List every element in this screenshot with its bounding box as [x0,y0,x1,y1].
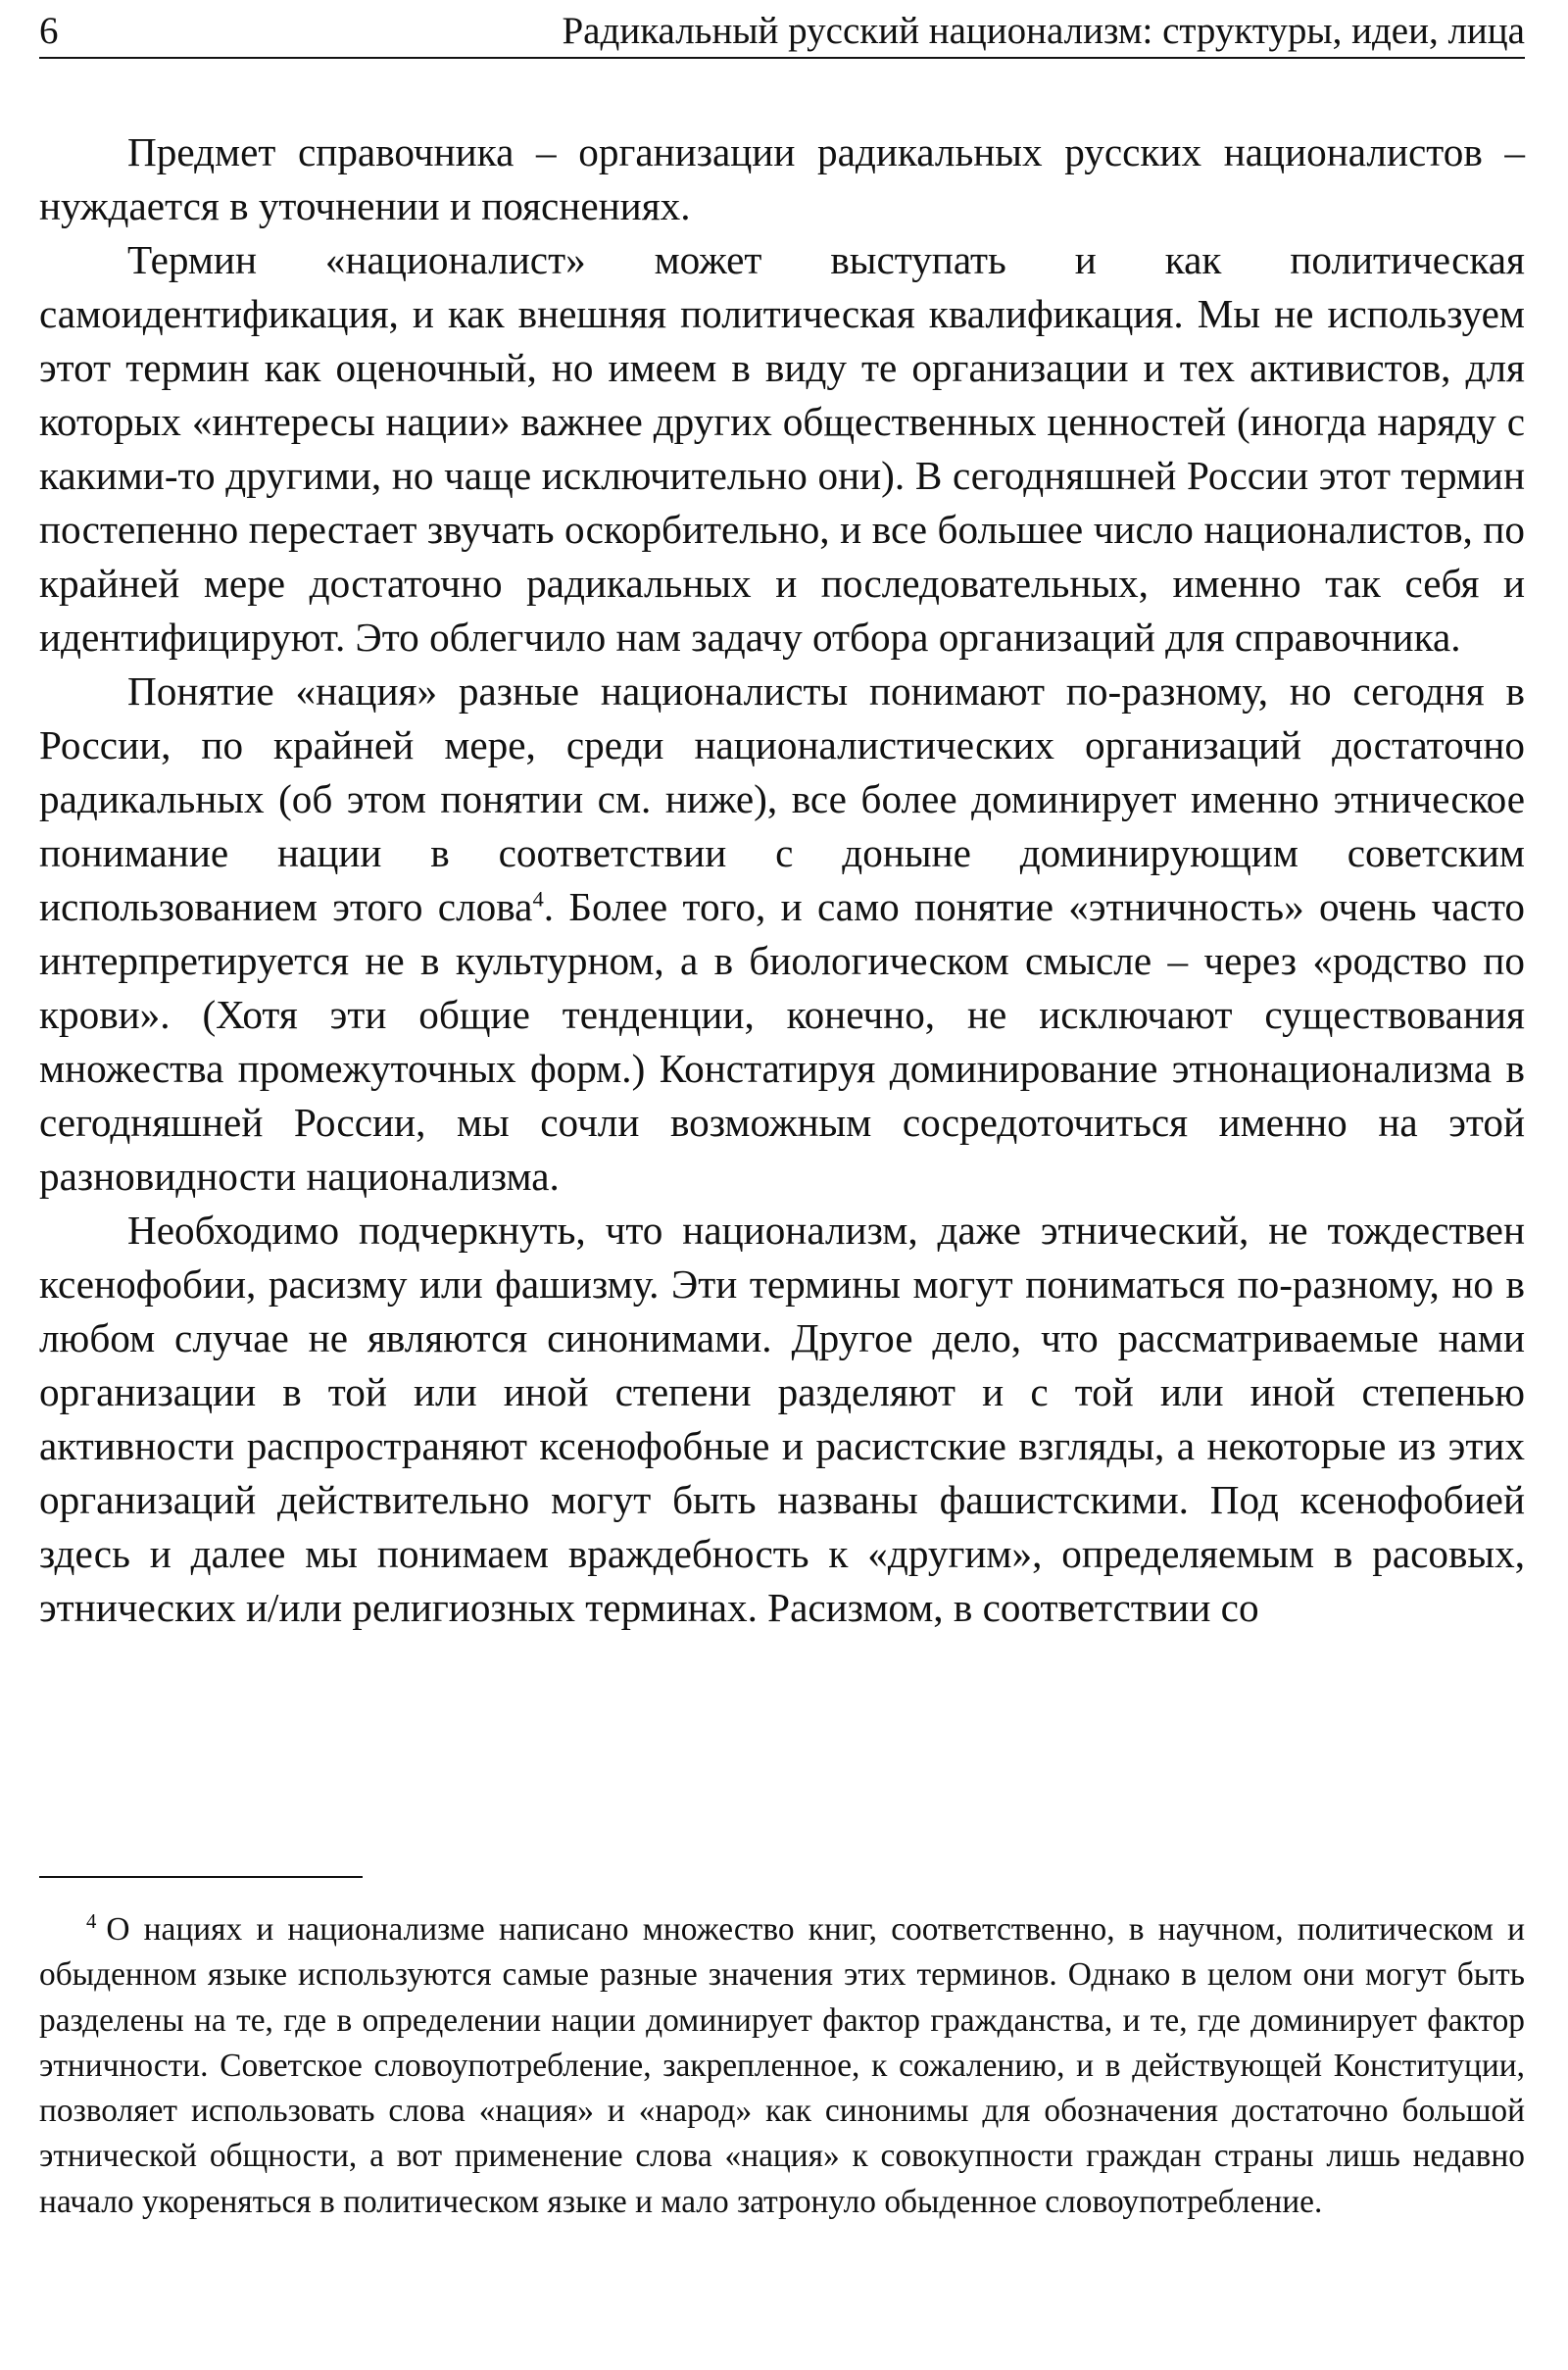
footnote-mark: 4 [86,1910,97,1933]
footnote-separator [39,1876,363,1878]
paragraph-4: Необходимо подчеркнуть, что национализм, даже этнический, не тождествен ксенофобии, расизму или фашизму. Эти термины могут пониматься по-разному, но в любом случае не являются синонимами. Другое дело, что рассматриваемые нами организации в той или иной степени разделяют и с той или иной степенью активности распространяют ксенофобные и расистские взгляды, а некоторые из этих организаций действительно могут быть названы фашистскими. Под ксенофобией здесь и далее мы понимаем враждебность к «другим», определяемым в расовых, этнических и/или религиозных терминах. Расизмом, в соответствии со [39,1208,1525,1630]
paragraph-1: Предмет справочника – организации радикальных русских националистов – нуждается в уточнении и пояснениях. [39,129,1525,228]
page-number: 6 [39,10,59,52]
footnote [39,1907,1525,2225]
footnote-reference: 4 [532,886,544,912]
running-header [39,8,1525,59]
paragraph-3-text-a: Понятие «нация» разные националисты понимают по-разному, но сегодня в России, по крайней мере, среди националистических организаций достаточно радикальных (об этом понятии см. ниже), все более доминирует именно этническое понимание нации в соответствии с доныне доминирующим советским использованием этого слова [39,668,1525,929]
paragraph-2: Термин «националист» может выступать и как политическая самоидентификация, и как внешняя политическая квалификация. Мы не используем этот термин как оценочный, но имеем в виду те организации и тех активистов, для которых «интересы нации» важнее других общественных ценностей (иногда наряду с какими-то другими, но чаще исключительно они). В сегодняшней России этот термин постепенно перестает звучать оскорбительно, и все большее число националистов, по крайней мере достаточно радикальных и последовательных, именно так себя и идентифицируют. Это облегчило нам задачу отбора организаций для справочника. [39,237,1525,660]
running-title: Радикальный русский национализм: структуры, идеи, лица [562,10,1525,52]
main-text [39,125,1525,1635]
footnote-text: О нациях и национализме написано множество книг, соответственно, в научном, политическом и обыденном языке используются самые разные значения этих терминов. Однако в целом они могут быть разделены на те, где в определении нации доминирует фактор гражданства, и те, где доминирует фактор этничности. Советское словоупотребление, закрепленное, к сожалению, и в действующей Конституции, позволяет использовать слова «нация» и «народ» как синонимы для обозначения достаточно большой этнической общности, а вот применение слова «нация» к совокупности граждан страны лишь недавно начало укореняться в политическом языке и мало затронуло обыденное словоупотребление. [39,1911,1525,2220]
paragraph-3 [39,665,1525,1204]
paragraph-3-text-b: . Более того, и само понятие «этничность» очень часто интерпретируется не в культурном, а в биологическом смысле – через «родство по крови». (Хотя эти общие тенденции, конечно, не исключают существования множества промежуточных форм.) Констатируя доминирование этнонационализма в сегодняшней России, мы сочли возможным сосредоточиться именно на этой разновидности национализма. [39,884,1525,1199]
footnote-4 [39,1907,1525,2225]
